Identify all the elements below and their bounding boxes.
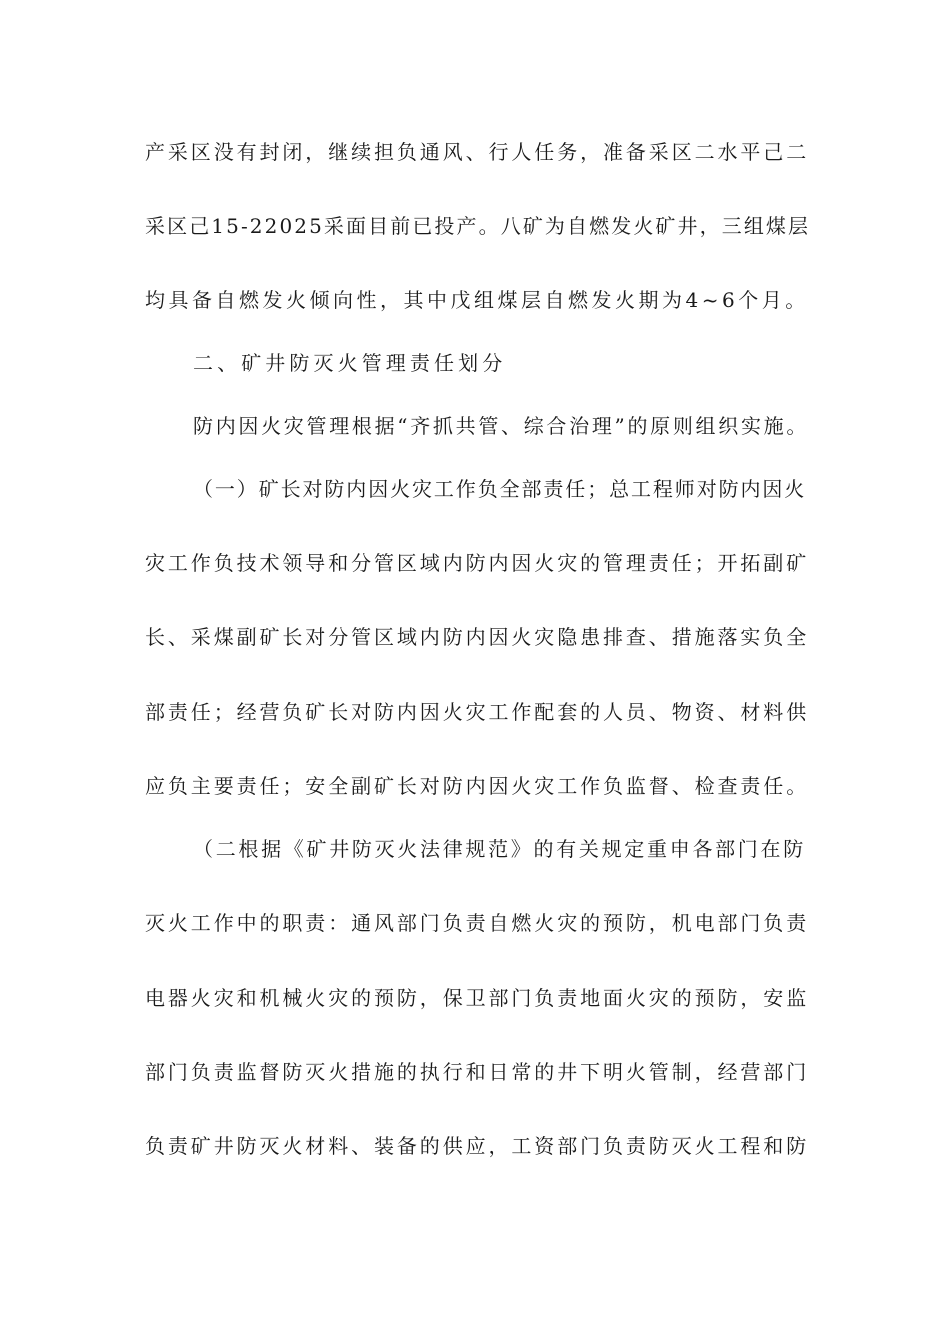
body-text-line: 电器火灾和机械火灾的预防，保卫部门负责地面火灾的预防，安监 (145, 986, 810, 1010)
body-text-line: （二根据《矿井防灭火法律规范》的有关规定重申各部门在防 (193, 837, 806, 861)
body-text-line: （一）矿长对防内因火灾工作负全部责任；总工程师对防内因火 (193, 477, 807, 501)
body-text-line: 产采区没有封闭，继续担负通风、行人任务，准备采区二水平己二 (145, 140, 810, 164)
section-heading: 二、矿井防灭火管理责任划分 (193, 351, 507, 375)
body-text-line: 负责矿井防灭火材料、装备的供应，工资部门负责防灭火工程和防 (145, 1134, 810, 1158)
body-text-line: 灾工作负技术领导和分管区域内防内因火灾的管理责任；开拓副矿 (145, 551, 810, 575)
body-text-line: 部门负责监督防灭火措施的执行和日常的井下明火管制，经营部门 (145, 1060, 810, 1084)
body-text-line: 部责任；经营负矿长对防内因火灾工作配套的人员、物资、材料供 (145, 700, 810, 724)
body-text-line: 采区己15-22025采面目前已投产。八矿为自燃发火矿井，三组煤层 (145, 214, 811, 238)
body-text-line: 灭火工作中的职责：通风部门负责自燃火灾的预防，机电部门负责 (145, 911, 810, 935)
body-text-line: 防内因火灾管理根据“齐抓共管、综合治理”的原则组织实施。 (193, 414, 810, 438)
body-text-line: 均具备自燃发火倾向性，其中戊组煤层自燃发火期为4~6个月。 (145, 288, 809, 312)
body-text-line: 长、采煤副矿长对分管区域内防内因火灾隐患排查、措施落实负全 (145, 625, 810, 649)
body-text-line: 应负主要责任；安全副矿长对防内因火灾工作负监督、检查责任。 (145, 774, 810, 798)
